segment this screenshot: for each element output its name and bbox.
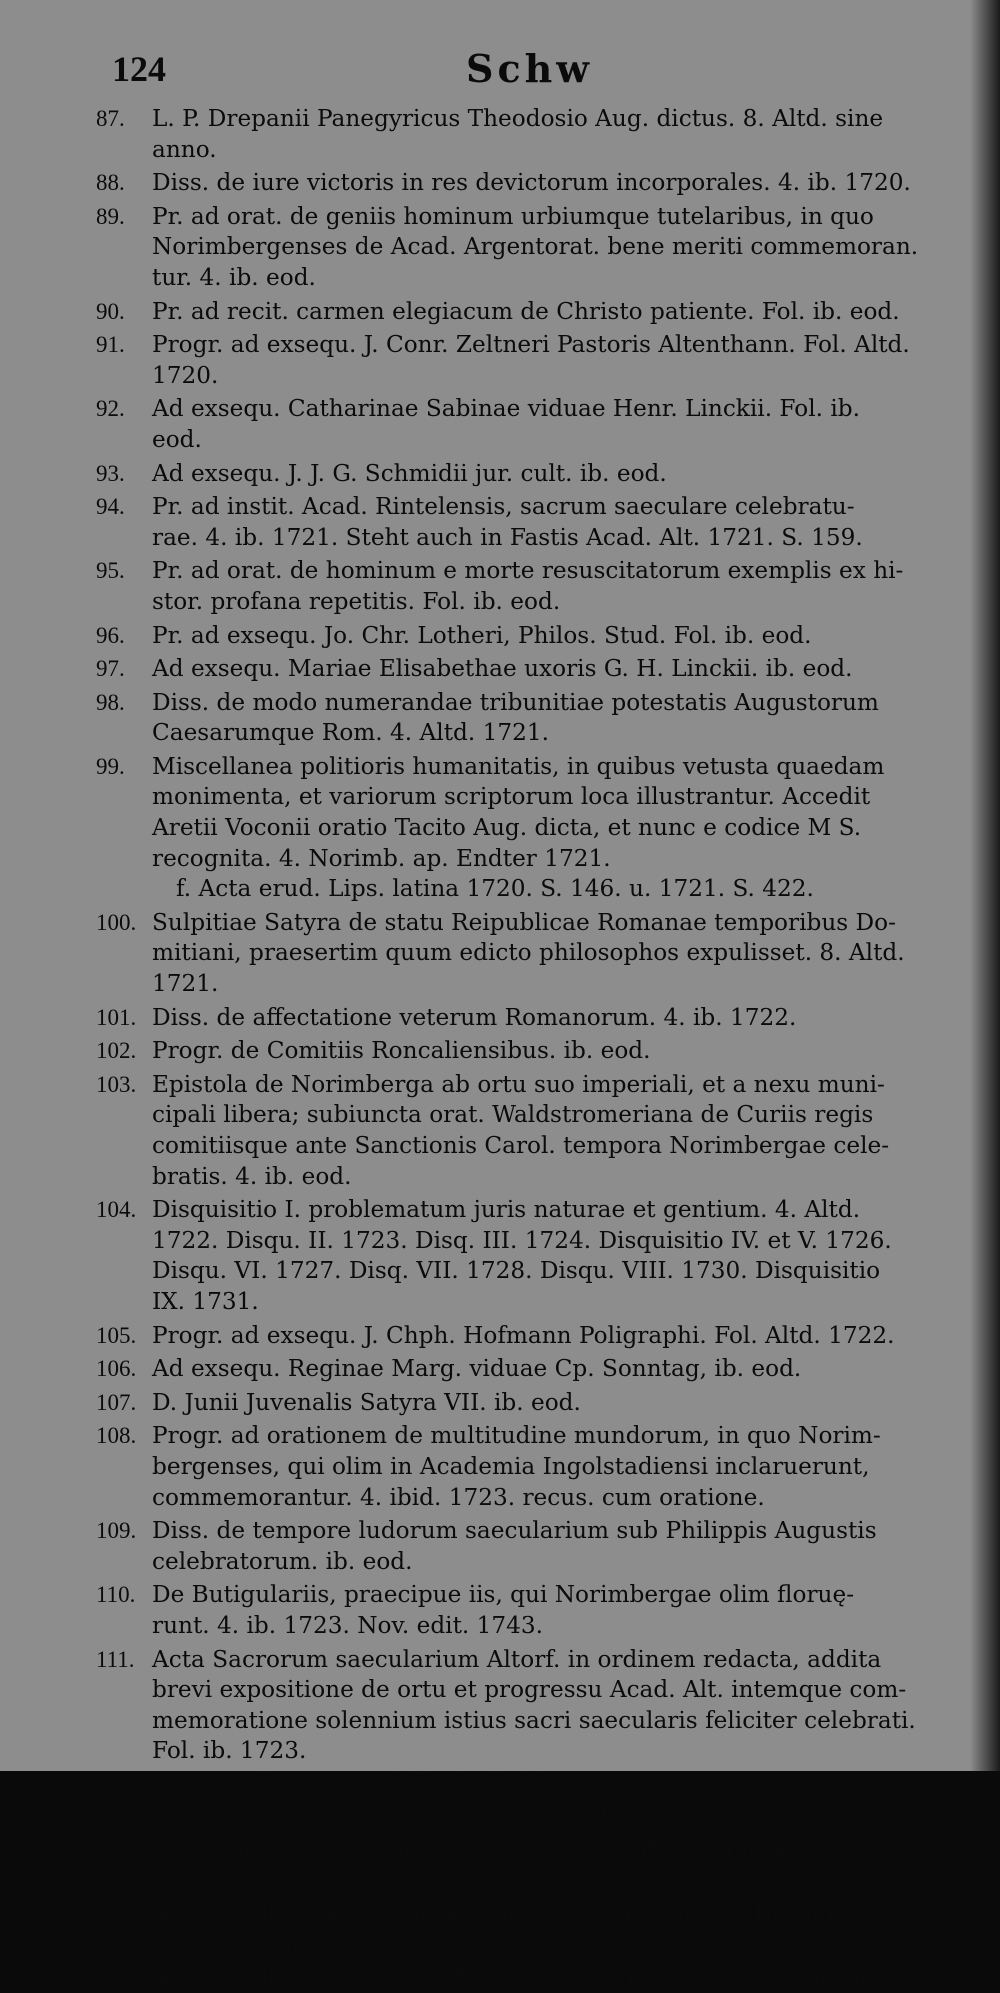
bibliography-entry xyxy=(96,459,972,490)
bibliography-entry xyxy=(96,1580,972,1641)
entry-number: 100. xyxy=(96,909,137,935)
entry-text-line: Ad exsequ. Mariae Elisabethae uxoris G. H. Linckii. ib. eod. xyxy=(152,655,853,683)
entry-number: 89. xyxy=(96,203,125,229)
page-header xyxy=(96,48,972,98)
entry-text-line: 1722. Disqu. II. 1723. Disq. III. 1724. Disquisitio IV. et V. 1726. xyxy=(152,1226,892,1254)
entry-number: 111. xyxy=(96,1646,135,1672)
bibliography-entry xyxy=(96,1645,972,1798)
bibliography-entry xyxy=(96,621,972,652)
entry-text-line: Pr. ad instit. Acad. Rintelensis, sacrum saeculare celebratu- xyxy=(152,493,855,521)
entry-text-line: 1720. xyxy=(152,361,219,389)
entry-text-line: memoratione solennium istius sacri saecularis feliciter celebrati. xyxy=(152,1706,916,1734)
entry-number: 104. xyxy=(96,1197,137,1223)
entry-text-line: Miscellanea politioris humanitatis, in quibus vetusta quaedam xyxy=(152,752,885,780)
bibliography-entry xyxy=(96,1195,972,1317)
bibliography-entry xyxy=(96,297,972,328)
entry-number: 108. xyxy=(96,1423,137,1449)
bibliography-entry xyxy=(96,492,972,553)
entry-number: 105. xyxy=(96,1322,137,1348)
entry-number: 97. xyxy=(96,656,125,682)
entry-text-line: brevi expositione de ortu et progressu Acad. Alt. intemque com- xyxy=(152,1676,907,1704)
entry-number: 102. xyxy=(96,1038,137,1064)
entry-number: 109. xyxy=(96,1518,137,1544)
bibliography-entry xyxy=(96,1898,972,1959)
entry-text-line: tur. 4. ib. eod. xyxy=(152,263,316,291)
entry-text-line: Progr. ad exsequ. J. Chph. Hofmann Poligraphi. Fol. Altd. 1722. xyxy=(152,1321,895,1349)
entry-text-line: Disquisitio I. problematum juris naturae et gentium. 4. Altd. xyxy=(152,1196,861,1224)
page-number: 124 xyxy=(112,49,166,89)
entry-text-line: Pr. ad orat. de geniis hominum urbiumque tutelaribus, in quo xyxy=(152,202,874,230)
running-head: Schw xyxy=(466,46,593,91)
bibliography-entry xyxy=(96,1421,972,1513)
entry-text-line: Progr. ad exsequ. J. Conr. Zeltneri Pastoris Altenthann. Fol. Altd. xyxy=(152,331,910,359)
entry-text-line: Diss. de iure victoris in res devictorum incorporales. 4. ib. 1720. xyxy=(152,169,911,197)
entry-text-line: Diss. de tempore ludorum saecularium sub Philippis Augustis xyxy=(152,1517,877,1545)
entry-text-line: stor. profana repetitis. Fol. ib. eod. xyxy=(152,587,561,615)
entry-number: 90. xyxy=(96,298,125,324)
entry-number: 96. xyxy=(96,622,125,648)
entry-text-line: Epistola de Norimberga ab ortu suo imperiali, et a nexu muni- xyxy=(152,1070,885,1098)
entry-text-line: commemorantur. 4. ibid. 1723. recus. cum oratione. xyxy=(152,1483,765,1511)
bibliography-entry xyxy=(96,202,972,294)
entry-text-line: Pr. ad recit. carmen elegiacum de Christo patiente. Fol. ib. eod. xyxy=(152,297,900,325)
entry-number: 87. xyxy=(96,106,125,131)
entry-text-line: Diss. de modo numerandae tribunitiae potestatis Augustorum xyxy=(152,688,879,716)
entry-number: 91. xyxy=(96,332,125,358)
entry-number: 114. xyxy=(96,1900,136,1926)
bibliography-entry xyxy=(96,1388,972,1419)
bibliography-entry xyxy=(96,908,972,1000)
entry-text-line: runt. 4. ib. 1723. Nov. edit. 1743. xyxy=(152,1611,544,1639)
bibliography-entry xyxy=(96,1070,972,1192)
entry-text-line: celebratorum. ib. eod. xyxy=(152,1547,413,1575)
entry-text-line: Norimbergenses de Acad. Argentorat. bene meriti commemoran. xyxy=(152,233,919,261)
bibliography-entry xyxy=(96,752,972,905)
entry-text-line: Ad orat. de anno magno, in quo de priscis Dominis Burggra- xyxy=(152,1899,860,1927)
entry-number: 115. xyxy=(96,1964,136,1990)
bibliography-entry xyxy=(96,330,972,391)
entry-text-line: Progr. de Comitiis Roncaliensibus. ib. eod. xyxy=(152,1037,651,1065)
entry-text-line: mitiani, praesertim quum edicto philosophos expulisset. 8. Altd. xyxy=(152,939,905,967)
entry-number: 98. xyxy=(96,689,125,715)
bibliography-entry xyxy=(96,1036,972,1067)
bibliography-entry xyxy=(96,1003,972,1034)
bibliography-entry xyxy=(96,1834,972,1895)
entry-number: 99. xyxy=(96,753,125,779)
entry-text-line: Ad orat. de morte Christi testimoniis scriptorum profanorum xyxy=(152,1963,868,1991)
entry-text-line: Diss. de antiqua numeri senarii nota. 4. ib. 1724. xyxy=(152,1801,728,1829)
entry-text-line: cipali libera; subiuncta orat. Waldstromeriana de Curiis regis xyxy=(152,1101,874,1129)
bibliography-entry xyxy=(96,1800,972,1831)
bibliography-entry xyxy=(96,1962,972,1993)
entry-text-line: Pr. ad orat. de hominum e morte resuscitatorum exemplis ex hi- xyxy=(152,557,904,585)
bibliography-entry xyxy=(96,654,972,685)
entry-text-line: IX. 1731. xyxy=(152,1287,259,1315)
entry-text-line: Aretii Voconii oratio Tacito Aug. dicta, et nunc e codice M S. xyxy=(152,814,862,842)
entry-text-line: Disqu. VI. 1727. Disq. VII. 1728. Disqu. VIII. 1730. Disquisitio xyxy=(152,1257,881,1285)
entry-text-line: anno. xyxy=(152,135,217,163)
bibliography-entry xyxy=(96,1354,972,1385)
bibliography-entry xyxy=(96,688,972,749)
entry-text-line: Progr. ad orat. de fulminibus ordini litteratorum fatalibus, in xyxy=(152,1835,865,1863)
entry-text-line: Ad exsequ. Catharinae Sabinae viduae Henr. Linckii. Fol. ib. xyxy=(152,395,860,423)
entry-number: 93. xyxy=(96,460,125,486)
entry-text-line: quo vita Petri Apiani exponitur. ib. eod. xyxy=(152,1865,613,1893)
entry-number: 112. xyxy=(96,1802,136,1828)
page-edge-shadow xyxy=(970,0,1000,1771)
entry-text-line: Fol. ib. 1723. xyxy=(152,1737,307,1765)
entry-number: 88. xyxy=(96,170,125,196)
entry-number: 94. xyxy=(96,494,125,520)
entry-text-line: 1721. xyxy=(152,970,219,998)
entry-text-line: L. P. Drepanii Panegyricus Theodosio Aug. dictus. 8. Altd. sine xyxy=(152,105,884,132)
entry-text-line: Progr. ad orationem de multitudine mundorum, in quo Norim- xyxy=(152,1422,881,1450)
entry-text-line: rae. 4. ib. 1721. Steht auch in Fastis Acad. Alt. 1721. S. 159. xyxy=(152,523,863,551)
entry-number: 103. xyxy=(96,1071,137,1097)
bibliography-entry xyxy=(96,394,972,455)
entry-text-line: Ad exsequ. J. J. G. Schmidii jur. cult. ib. eod. xyxy=(152,459,667,487)
entry-number: 106. xyxy=(96,1356,137,1382)
entry-text-line: viisque Leisnicii disseritur. 4. ib. 1725. xyxy=(152,1929,608,1957)
entry-text-line: Ad exsequ. Reginae Marg. viduae Cp. Sonntag, ib. eod. xyxy=(152,1355,802,1383)
entry-number: 101. xyxy=(96,1004,137,1030)
bibliography-list xyxy=(96,104,972,1993)
bibliography-entry xyxy=(96,168,972,199)
entry-text-line: monimenta, et variorum scriptorum loca illustrantur. Accedit xyxy=(152,783,871,811)
entry-review-note: f. Acta erud. Lips. latina 1720. S. 146. u. 1721. S. 422. xyxy=(176,875,814,903)
entry-text-line: De Butigulariis, praecipue iis, qui Norimbergae olim floruę- xyxy=(152,1581,855,1609)
entry-text-line: bratis. 4. ib. eod. xyxy=(152,1162,352,1190)
entry-text-line: Acta Sacrorum saecularium Altorf. in ordinem redacta, addita xyxy=(152,1645,882,1673)
entry-number: 107. xyxy=(96,1389,137,1415)
entry-text-line: Diss. de affectatione veterum Romanorum. 4. ib. 1722. xyxy=(152,1003,797,1031)
bibliography-entry xyxy=(96,556,972,617)
entry-review-note: f. Acta Franc. erud. Th. 8. S. 519. xyxy=(176,1767,568,1795)
entry-text-line: Sulpitiae Satyra de statu Reipublicae Romanae temporibus Do- xyxy=(152,908,896,936)
entry-number: 110. xyxy=(96,1582,136,1608)
bibliography-entry xyxy=(96,104,972,165)
bibliography-entry xyxy=(96,1516,972,1577)
entry-text-line: eod. xyxy=(152,425,202,453)
entry-number: 113. xyxy=(96,1836,136,1862)
entry-text-line: Pr. ad exsequ. Jo. Chr. Lotheri, Philos. Stud. Fol. ib. eod. xyxy=(152,621,812,649)
entry-text-line: D. Junii Juvenalis Satyra VII. ib. eod. xyxy=(152,1388,581,1416)
bibliography-entry xyxy=(96,1321,972,1352)
entry-number: 95. xyxy=(96,558,125,584)
entry-text-line: bergenses, qui olim in Academia Ingolstadiensi inclaruerunt, xyxy=(152,1452,870,1480)
entry-text-line: Caesarumque Rom. 4. Altd. 1721. xyxy=(152,719,549,747)
entry-number: 92. xyxy=(96,396,125,422)
entry-text-line: comitiisque ante Sanctionis Carol. tempora Norimbergae cele- xyxy=(152,1132,890,1159)
entry-text-line: recognita. 4. Norimb. ap. Endter 1721. xyxy=(152,844,611,872)
